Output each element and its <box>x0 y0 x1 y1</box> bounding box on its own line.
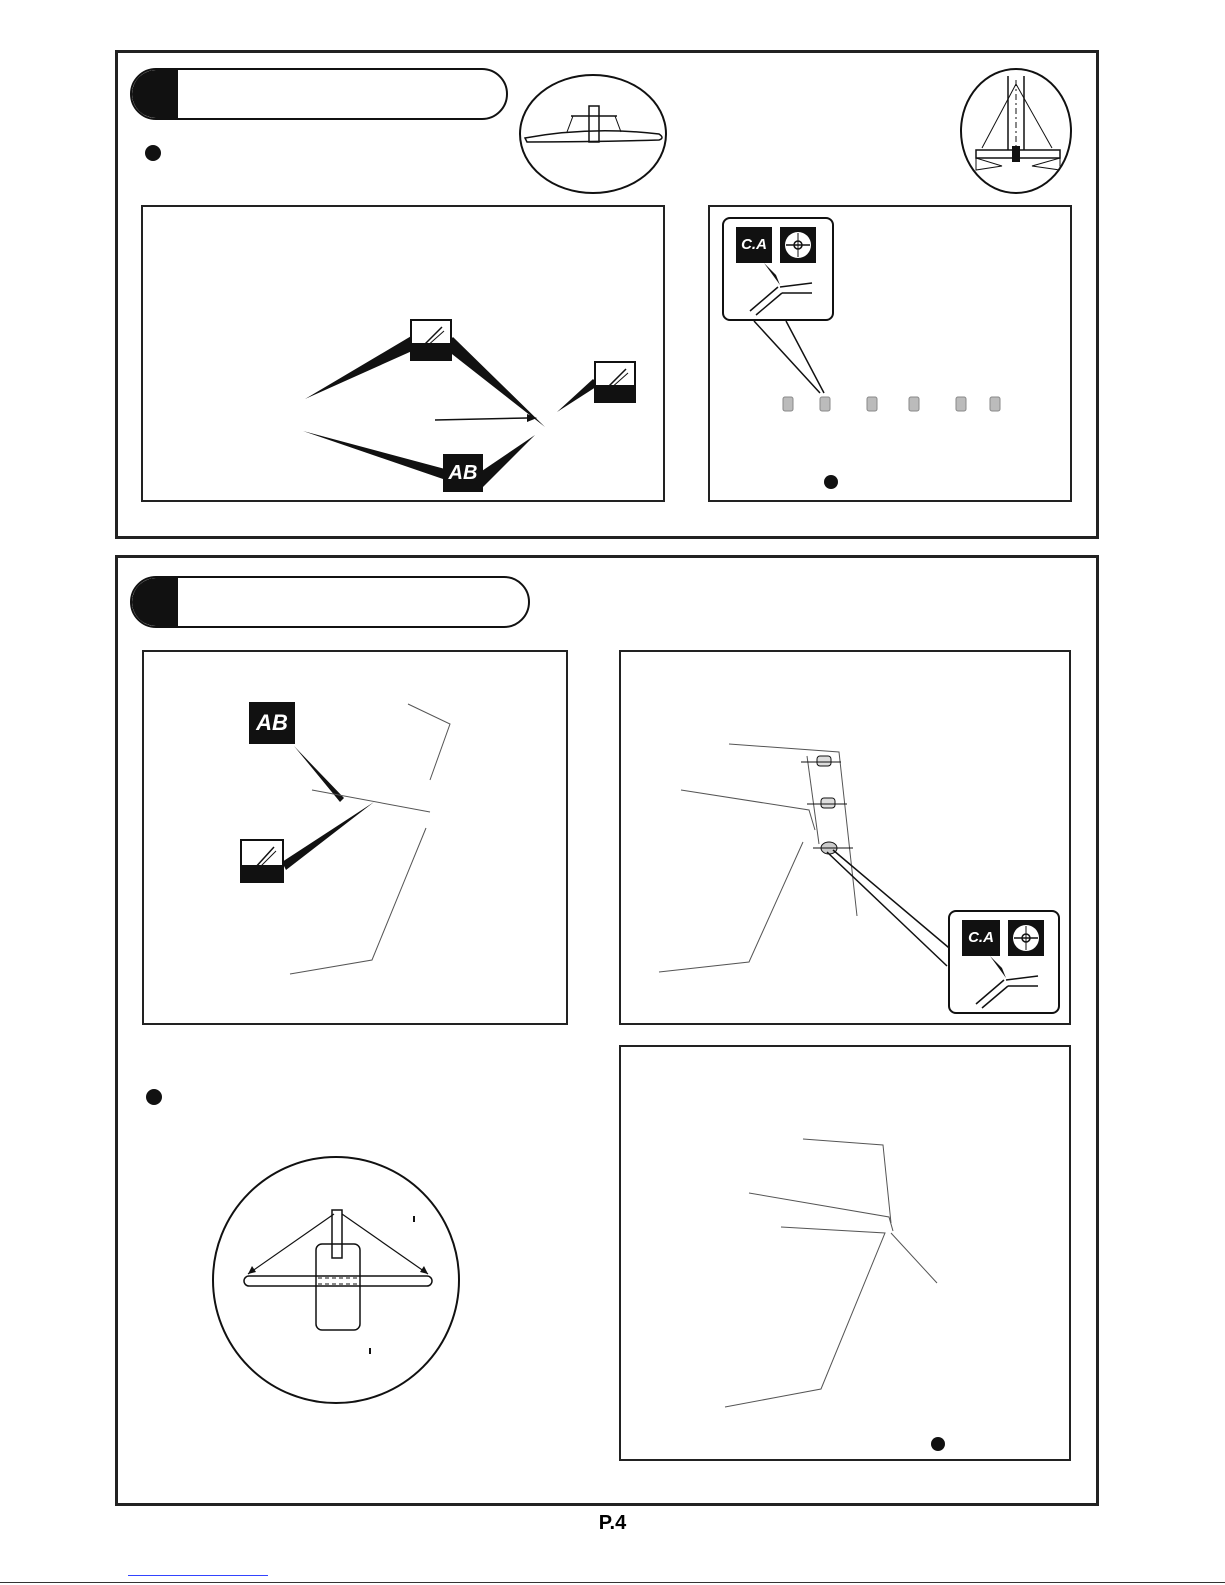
top-step-header <box>130 68 508 120</box>
top-right-diagram <box>710 207 1074 504</box>
ca-glue-label: C.A <box>968 929 994 946</box>
bottom-lower-right-diagram <box>621 1047 1073 1463</box>
bottom-bullet <box>146 1089 162 1105</box>
bottom-left-panel <box>142 650 568 1025</box>
sanding-icon <box>594 361 636 403</box>
tail-front-view-circle <box>212 1156 460 1404</box>
bottom-rule <box>0 1582 1225 1583</box>
ab-glue-label: AB <box>256 710 288 735</box>
step-header-cap <box>132 70 178 118</box>
wing-front-view-circle <box>519 74 667 194</box>
callout-bubble <box>948 910 1060 1014</box>
page-number: P.4 <box>598 1512 627 1534</box>
bottom-lower-right-panel <box>619 1045 1071 1461</box>
step-header-cap <box>132 578 178 626</box>
top-left-diagram <box>143 207 667 504</box>
tail-front-view-drawing <box>214 1158 460 1404</box>
tail-top-view-drawing <box>962 70 1072 194</box>
top-bullet <box>145 145 161 161</box>
bottom-step-header <box>130 576 530 628</box>
glue-bottle-drawing <box>950 912 1062 1016</box>
bottom-lower-right-bullet <box>931 1437 945 1451</box>
tail-top-view-circle <box>960 68 1072 194</box>
footer-link-underline[interactable] <box>128 1575 268 1576</box>
top-right-bullet <box>824 475 838 489</box>
bottom-left-diagram <box>144 652 570 1027</box>
sanding-icon <box>410 319 452 361</box>
wing-front-view-drawing <box>521 76 667 194</box>
ab-glue-label: AB <box>448 462 478 484</box>
ca-glue-label: C.A <box>741 236 767 253</box>
ab-glue-icon <box>443 454 483 492</box>
top-right-panel <box>708 205 1072 502</box>
top-left-panel <box>141 205 665 502</box>
bottom-right-panel <box>619 650 1071 1025</box>
